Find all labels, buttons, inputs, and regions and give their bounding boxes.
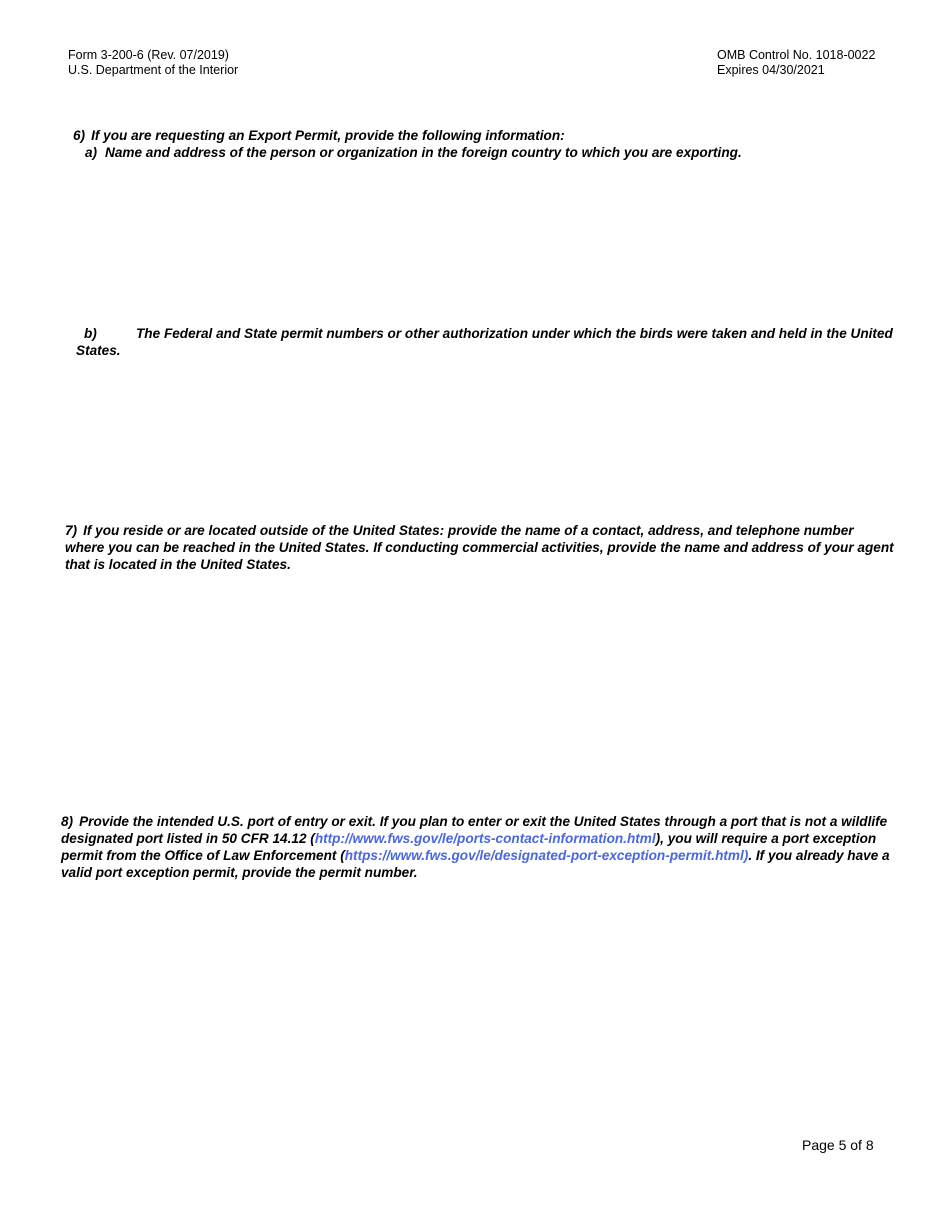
header-right: [717, 48, 875, 78]
question-6-text: If you are requesting an Export Permit, provide the following information:: [91, 128, 565, 143]
question-6b: [76, 325, 926, 359]
ports-contact-link[interactable]: http://www.fws.gov/le/ports-contact-information.html: [314, 831, 656, 846]
question-7-text: If you reside or are located outside of the United States: provide the name of a contact, address, and telephone number where you can be reached in the United States. If conducting commercial activities, provide the name and address of your agent that is located in the United States.: [65, 523, 894, 572]
department-name: U.S. Department of the Interior: [68, 63, 239, 77]
question-6b-label: b): [84, 326, 97, 341]
question-8-text-3: . If you already have a valid port exception permit, provide the permit number.: [61, 848, 890, 880]
question-6a-text: Name and address of the person or organization in the foreign country to which you are exporting.: [105, 145, 742, 160]
page-number: Page 5 of 8: [802, 1137, 874, 1153]
expiration-date: Expires 04/30/2021: [717, 63, 825, 77]
omb-control-number: OMB Control No. 1018-0022: [717, 48, 876, 62]
header-left: [68, 48, 238, 78]
question-6-number: 6): [73, 128, 86, 143]
question-8-number: 8): [61, 814, 74, 829]
question-7-number: 7): [65, 523, 78, 538]
question-8: [61, 813, 901, 881]
form-number: Form 3-200-6 (Rev. 07/2019): [68, 48, 229, 62]
question-7: [65, 522, 895, 573]
question-6: [73, 127, 565, 144]
question-8-text-1: Provide the intended U.S. port of entry or exit. If you plan to enter or exit the United States through a port that is not a wildlife designated port listed in 50 CFR 14.12 (: [61, 814, 888, 846]
question-6a: [85, 144, 742, 161]
question-6a-label: a): [85, 145, 98, 160]
port-exception-permit-link[interactable]: https://www.fws.gov/le/designated-port-exception-permit.html): [344, 848, 749, 863]
question-8-text-2: ), you will require a port exception permit from the Office of Law Enforcement (: [61, 831, 877, 863]
question-6b-text: The Federal and State permit numbers or other authorization under which the birds were taken and held in the United States.: [76, 326, 893, 358]
